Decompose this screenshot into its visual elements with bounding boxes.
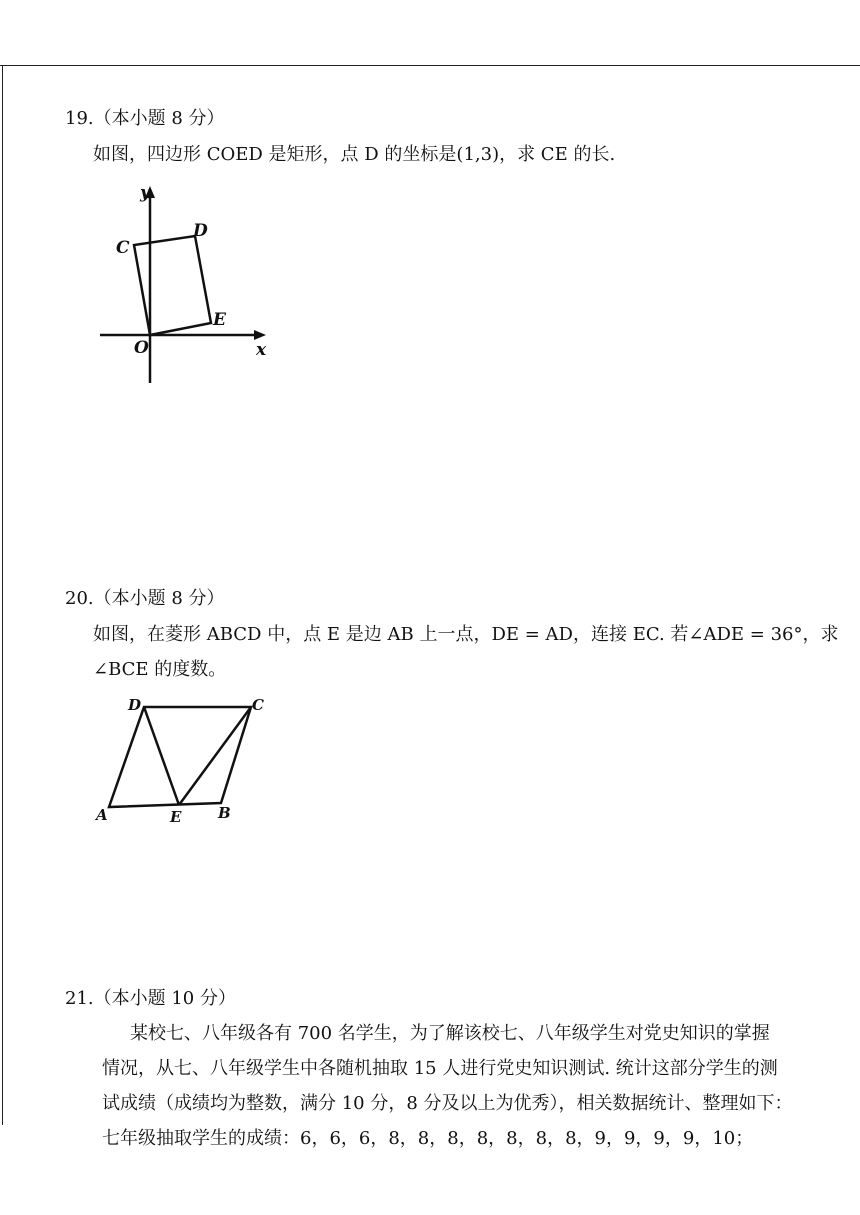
label-D: D <box>128 696 142 714</box>
x-axis-arrow <box>254 330 266 340</box>
label-x: x <box>256 340 267 360</box>
label-A: A <box>96 806 108 824</box>
q21-text-line3: 试成绩（成绩均为整数，满分 10 分，8 分及以上为优秀），相关数据统计、整理如下： <box>102 1093 793 1114</box>
label-B: B <box>218 804 231 822</box>
label-C: C <box>252 696 264 714</box>
label-y: y <box>140 183 150 203</box>
page-top-border <box>0 65 860 66</box>
segment-DE <box>144 707 179 805</box>
q19-text: 如图，四边形 COED 是矩形，点 D 的坐标是(1,3)，求 CE 的长. <box>93 144 616 165</box>
rectangle-COED <box>134 236 211 335</box>
q21-text-line1: 某校七、八年级各有 700 名学生，为了解该校七、八年级学生对党史知识的掌握 <box>130 1023 770 1044</box>
label-D: D <box>193 221 208 241</box>
rhombus-ABCD <box>109 707 251 807</box>
label-C: C <box>116 238 130 258</box>
label-E: E <box>213 310 226 330</box>
q19-header: 19.（本小题 8 分） <box>65 108 225 129</box>
label-O: O <box>134 338 149 358</box>
q21-text-line2: 情况，从七、八年级学生中各随机抽取 15 人进行党史知识测试. 统计这部分学生的测 <box>102 1058 778 1079</box>
q20-rhombus-figure <box>85 688 285 828</box>
segment-EC <box>179 707 251 805</box>
page-left-border <box>2 65 3 1125</box>
q20-header: 20.（本小题 8 分） <box>65 588 225 609</box>
q19-rectangle-figure <box>90 178 275 388</box>
q21-header: 21.（本小题 10 分） <box>65 988 236 1009</box>
label-E: E <box>170 808 182 826</box>
q20-text-line1: 如图，在菱形 ABCD 中，点 E 是边 AB 上一点，DE = AD，连接 EC. 若∠ADE = 36°，求 <box>93 624 839 645</box>
q20-text-line2: ∠BCE 的度数。 <box>93 659 227 680</box>
q21-text-line4: 七年级抽取学生的成绩：6，6，6，8，8，8，8，8，8，8，9，9，9，9，10； <box>102 1128 754 1149</box>
